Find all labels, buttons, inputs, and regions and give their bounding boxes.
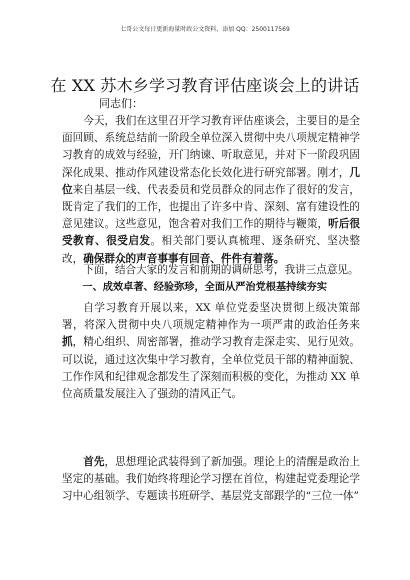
- paragraph-4-wrap: [62, 454, 360, 506]
- paragraph-2: 下面，结合大家的发言和前期的调研思考，我讲三点意见。: [83, 264, 359, 276]
- paragraph-1: 今天，我们在这里召开学习教育评估座谈会，主要目的是全面回顾、系统总结前一阶段全单位深入贯彻中央八项规定精神学习教育的成效与经验，开门纳谏、听取意见，并对下一阶段巩固深化成果、推动作风建设常态化长效化进行研究部署。刚才，几位来自基层一线、代表委员和党员群众的同志作了很好的发言，既肯定了我们的工作，也提出了许多中肯、深刻、富有建设性的意见建议。这些意见，饱含着对我们工作的期待与鞭策，听后很受教育、很受启发。相关部门要认真梳理、逐条研究、坚决整改，确保群众的声音事事有回音、件件有着落。: [62, 115, 361, 265]
- paragraph-2-wrap: [62, 262, 360, 296]
- greeting: 同志们：: [99, 97, 143, 110]
- paragraph-intro: [62, 113, 360, 268]
- paragraph-3: 自学习教育开展以来，XX 单位党委坚决贯彻上级决策部署，将深入贯彻中央八项规定精神作为一项严肃的政治任务来抓，精心组织、周密部署，推动学习教育走深走实、见行见效。可以说，通过这次集中学习教育，全单位党员干部的精神面貌、工作作风和纪律观念都发生了深刻而积极的变化，为推动 XX 单位高质量发展注入了强劲的清风正气。: [62, 302, 361, 401]
- document-title: 在 XX 苏木乡学习教育评估座谈会上的讲话: [50, 76, 360, 95]
- paragraph-3-wrap: [62, 300, 360, 403]
- section-heading-1: 一、成效卓著、经验弥珍，全面从严治党根基持续夯实: [82, 282, 327, 294]
- paragraph-4: 首先，思想理论武装得到了新加强。理论上的清醒是政治上坚定的基础。我们始终将理论学习摆在首位，构建起党委理论学习中心组领学、专题读书班研学、基层党支部跟学的“三位一体”: [62, 456, 361, 503]
- header-note: 七哥公文每日更新海量时政公文资料，添加 QQ：2500117569: [120, 26, 290, 33]
